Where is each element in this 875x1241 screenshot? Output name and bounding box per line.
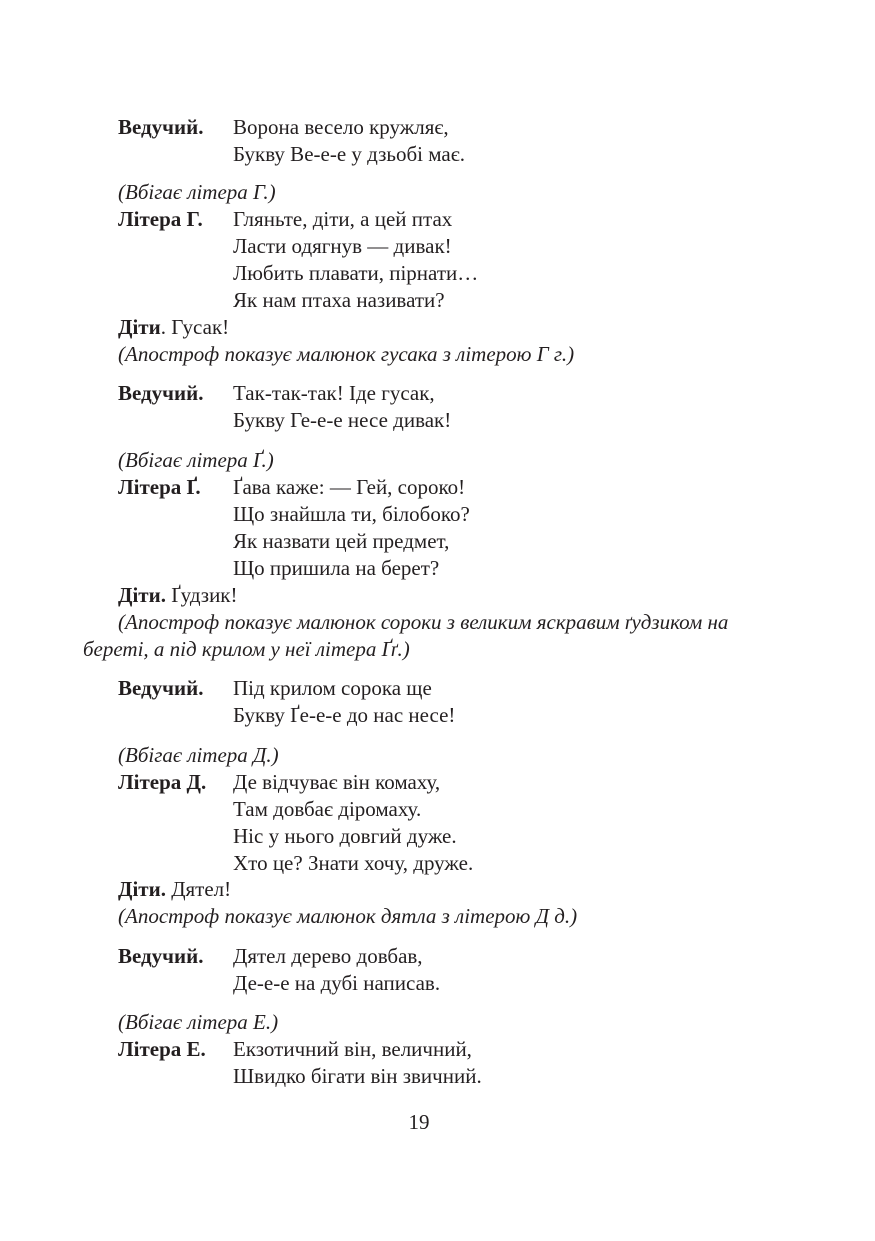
verse-line: Хто це? Знати хочу, друже. [233, 851, 474, 875]
speaker-name: Літера Ґ. [118, 475, 201, 499]
verse-line: Ворона весело кружляє, [233, 115, 449, 139]
dialogue-line [118, 582, 238, 608]
speaker-name: Діти. [118, 583, 166, 607]
verse-line: Ніс у нього довгий дуже. [233, 824, 457, 848]
verse-line: Що знайшла ти, білобоко? [233, 502, 470, 526]
page-number: 19 [408, 1110, 430, 1134]
verse-line: Букву Ґе-е-е до нас несе! [233, 703, 456, 727]
line-text: . Гусак! [160, 315, 230, 339]
verse-line: Що пришила на берет? [233, 556, 440, 580]
verse-line: Як нам птаха називати? [233, 288, 445, 312]
verse-line: Там довбає діромаху. [233, 797, 422, 821]
speaker-name: Ведучий. [118, 944, 204, 968]
verse-line: Дятел дерево довбав, [233, 944, 423, 968]
verse-line: Де-е-е на дубі написав. [233, 971, 441, 995]
verse-line: Як назвати цей предмет, [233, 529, 450, 553]
verse-line: Швидко бігати він звичний. [233, 1064, 482, 1088]
verse-line: Гляньте, діти, а цей птах [233, 207, 453, 231]
verse-line: Букву Ве-е-е у дзьобі має. [233, 142, 465, 166]
verse-line: Ласти одягнув — дивак! [233, 234, 452, 258]
stage-direction: (Вбігає літера Г.) [118, 180, 276, 204]
line-text: Дятел! [165, 877, 232, 901]
verse-line: Ґава каже: — Гей, сороко! [233, 475, 466, 499]
speaker-name: Ведучий. [118, 381, 204, 405]
verse-line: Любить плавати, пірнати… [233, 261, 479, 285]
stage-direction: (Апостроф показує малюнок гусака з літерою Г г.) [118, 342, 575, 366]
dialogue-line [118, 876, 231, 902]
verse-line: Під крилом сорока ще [233, 676, 432, 700]
verse-line: Так-так-так! Іде гусак, [233, 381, 435, 405]
verse-line: Екзотичний він, величний, [233, 1037, 472, 1061]
dialogue-line [118, 314, 229, 340]
speaker-name: Діти [118, 315, 161, 339]
speaker-name: Літера Г. [118, 207, 203, 231]
stage-direction: (Вбігає літера Е.) [118, 1010, 279, 1034]
verse-line: Де відчуває він комаху, [233, 770, 441, 794]
stage-direction: береті, а під крилом у неї літера Ґґ.) [83, 637, 410, 661]
speaker-name: Літера Д. [118, 770, 207, 794]
verse-line: Букву Ге-е-е несе дивак! [233, 408, 452, 432]
stage-direction: (Апостроф показує малюнок сороки з великим яскравим ґудзиком на [118, 610, 729, 634]
speaker-name: Ведучий. [118, 676, 204, 700]
speaker-name: Ведучий. [118, 115, 204, 139]
line-text: Ґудзик! [165, 583, 238, 607]
stage-direction: (Вбігає літера Ґ.) [118, 448, 274, 472]
stage-direction: (Апостроф показує малюнок дятла з літерою Д д.) [118, 904, 578, 928]
speaker-name: Діти. [118, 877, 166, 901]
stage-direction: (Вбігає літера Д.) [118, 743, 279, 767]
speaker-name: Літера Е. [118, 1037, 206, 1061]
